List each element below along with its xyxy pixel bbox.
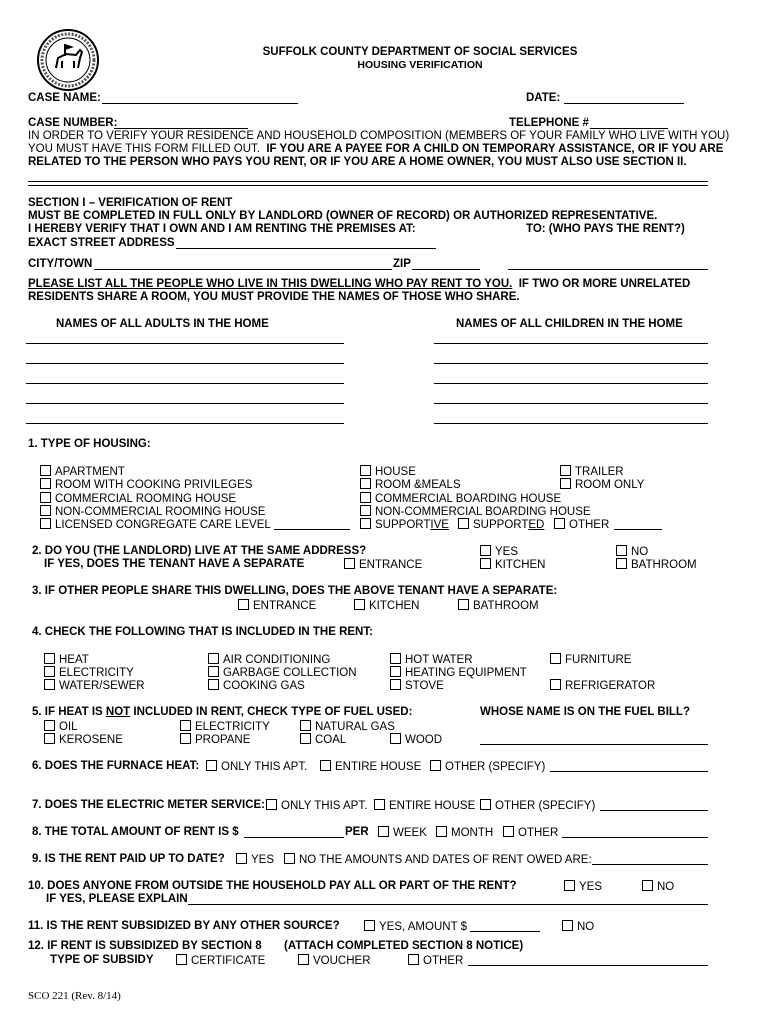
q7-label: 7. DOES THE ELECTRIC METER SERVICE: xyxy=(32,799,266,811)
adults-header: NAMES OF ALL ADULTS IN THE HOME xyxy=(56,318,269,330)
q2-line2: IF YES, DOES THE TENANT HAVE A SEPARATE xyxy=(44,558,305,570)
option-label: YES xyxy=(495,546,519,558)
subsidy-voucher[interactable] xyxy=(298,954,371,968)
intro-line-2a: YOU MUST HAVE THIS FORM FILLED OUT. xyxy=(28,143,260,155)
subsidy-amount-field[interactable] xyxy=(470,931,540,932)
section1-line2a: I HEREBY VERIFY THAT I OWN AND I AM RENTING THE PREMISES AT: xyxy=(28,223,416,235)
checkbox[interactable] xyxy=(360,478,371,489)
rent-stove[interactable] xyxy=(390,679,444,693)
q3-kitchen[interactable] xyxy=(354,599,419,613)
option-label: ONLY THIS APT. xyxy=(221,761,308,773)
checkbox[interactable] xyxy=(616,545,627,556)
care-level-field[interactable] xyxy=(274,529,350,530)
checkbox[interactable] xyxy=(390,666,401,677)
checkbox[interactable] xyxy=(550,679,561,690)
q3-bathroom[interactable] xyxy=(458,599,539,613)
option-label: HOT WATER xyxy=(405,654,473,666)
furnace-entire-house[interactable] xyxy=(320,760,421,774)
checkbox[interactable] xyxy=(616,558,627,569)
housing-noncommercial-rooming[interactable] xyxy=(40,505,265,519)
checkbox[interactable] xyxy=(360,518,371,529)
option-label: AIR CONDITIONING xyxy=(223,654,331,666)
option-label: ENTIRE HOUSE xyxy=(389,800,476,812)
checkbox[interactable] xyxy=(550,653,561,664)
checkbox[interactable] xyxy=(503,826,514,837)
q1-label: 1. TYPE OF HOUSING: xyxy=(28,438,151,450)
housing-room-cooking[interactable] xyxy=(40,478,252,492)
q2-line1: 2. DO YOU (THE LANDLORD) LIVE AT THE SAME ADDRESS? xyxy=(32,545,367,557)
fuel-coal[interactable] xyxy=(300,733,346,747)
checkbox[interactable] xyxy=(480,558,491,569)
payer-field[interactable] xyxy=(508,269,708,270)
fuel-wood[interactable] xyxy=(390,733,442,747)
intro-line-2b: IF YOU ARE A PAYEE FOR A CHILD ON TEMPORARY ASSISTANCE, OR IF YOU ARE xyxy=(266,143,724,155)
adult-name-field[interactable] xyxy=(26,403,344,404)
option-label: TRAILER xyxy=(575,466,624,478)
checkbox[interactable] xyxy=(390,733,401,744)
housing-commercial-rooming[interactable] xyxy=(40,492,236,506)
q12-attach: (ATTACH COMPLETED SECTION 8 NOTICE) xyxy=(284,940,524,952)
child-name-field[interactable] xyxy=(434,343,708,344)
rent-air-conditioning[interactable] xyxy=(208,653,330,667)
option-label: SUPPORT xyxy=(473,519,529,531)
option-label: CERTIFICATE xyxy=(191,955,266,967)
option-label: HEAT xyxy=(59,654,89,666)
checkbox[interactable] xyxy=(300,720,311,731)
housing-congregate-care[interactable] xyxy=(40,518,271,532)
option-label: FURNITURE xyxy=(565,654,632,666)
option-label-suffix: IVE xyxy=(430,519,449,531)
checkbox[interactable] xyxy=(284,853,295,864)
fuel-bill-label: WHOSE NAME IS ON THE FUEL BILL? xyxy=(480,706,690,718)
checkbox[interactable] xyxy=(208,653,219,664)
street-label: EXACT STREET ADDRESS xyxy=(28,237,175,249)
per-other-field[interactable] xyxy=(562,837,708,838)
child-name-field[interactable] xyxy=(434,383,708,384)
q10-line1: 10. DOES ANYONE FROM OUTSIDE THE HOUSEHOLD PAY ALL OR PART OF THE RENT? xyxy=(28,880,517,892)
form-subtitle: HOUSING VERIFICATION xyxy=(357,59,483,71)
telephone-field[interactable] xyxy=(590,128,668,129)
section-divider xyxy=(28,181,708,186)
form-number: SCO 221 (Rev. 8/14) xyxy=(28,990,121,1002)
option-label: KITCHEN xyxy=(369,600,420,612)
option-label: NO THE AMOUNTS AND DATES OF RENT OWED ARE: xyxy=(299,854,592,866)
date-field[interactable] xyxy=(564,103,684,104)
checkbox[interactable] xyxy=(266,799,277,810)
option-label: OTHER xyxy=(569,519,610,531)
street-field[interactable] xyxy=(176,248,436,249)
per-label: PER xyxy=(345,826,369,838)
option-label: COAL xyxy=(315,734,347,746)
intro-line-3: RELATED TO THE PERSON WHO PAYS YOU RENT, OR IF YOU ARE A HOME OWNER, YOU MUST ALSO USE SECTION II. xyxy=(28,156,687,168)
option-label: NO xyxy=(577,921,595,933)
checkbox[interactable] xyxy=(408,954,419,965)
furnace-only-apt[interactable] xyxy=(206,760,307,774)
meter-other[interactable] xyxy=(480,799,595,813)
checkbox[interactable] xyxy=(560,465,571,476)
rent-owed-field[interactable] xyxy=(592,864,708,865)
checkbox[interactable] xyxy=(206,760,217,771)
q6-label: 6. DOES THE FURNACE HEAT: xyxy=(32,760,200,772)
checkbox[interactable] xyxy=(480,545,491,556)
checkbox[interactable] xyxy=(208,666,219,677)
people-instruction xyxy=(28,278,690,291)
zip-label: ZIP xyxy=(393,258,411,270)
q3-line1: 3. IF OTHER PEOPLE SHARE THIS DWELLING, DOES THE ABOVE TENANT HAVE A SEPARATE: xyxy=(32,585,558,597)
option-label: COOKING GAS xyxy=(223,680,305,692)
option-label: WEEK xyxy=(393,827,427,839)
q2-no[interactable] xyxy=(616,545,648,559)
q2-yes[interactable] xyxy=(480,545,518,559)
fuel-electricity[interactable] xyxy=(180,720,270,734)
rent-paid-no[interactable] xyxy=(284,853,592,867)
option-label: SUPPORT xyxy=(375,519,431,531)
checkbox[interactable] xyxy=(390,679,401,690)
telephone-label: TELEPHONE # xyxy=(509,117,589,129)
rent-furniture[interactable] xyxy=(550,653,631,667)
checkbox[interactable] xyxy=(40,492,51,503)
checkbox[interactable] xyxy=(480,799,491,810)
q8-label: 8. THE TOTAL AMOUNT OF RENT IS $ xyxy=(32,826,239,838)
people-instruction-line2: RESIDENTS SHARE A ROOM, YOU MUST PROVIDE THE NAMES OF THOSE WHO SHARE. xyxy=(28,291,520,303)
option-label: LICENSED CONGREGATE CARE LEVEL xyxy=(55,519,271,531)
q3-entrance[interactable] xyxy=(238,599,316,613)
adult-name-field[interactable] xyxy=(26,383,344,384)
housing-supportive[interactable] xyxy=(360,518,449,532)
fuel-bill-name-field[interactable] xyxy=(480,744,708,745)
checkbox[interactable] xyxy=(208,679,219,690)
checkbox[interactable] xyxy=(40,518,51,529)
intro-line-1: IN ORDER TO VERIFY YOUR RESIDENCE AND HOUSEHOLD COMPOSITION (MEMBERS OF YOUR FAMILY WHO LIVE WITH YOU) xyxy=(28,130,730,142)
subsidy-certificate[interactable] xyxy=(176,954,265,968)
option-label: NO xyxy=(631,546,649,558)
checkbox[interactable] xyxy=(560,478,571,489)
option-label: ENTIRE HOUSE xyxy=(335,761,422,773)
option-label: YES xyxy=(251,854,275,866)
meter-entire-house[interactable] xyxy=(374,799,475,813)
city-field[interactable] xyxy=(94,269,392,270)
section1-line2b: TO: (WHO PAYS THE RENT?) xyxy=(526,223,685,235)
case-name-field[interactable] xyxy=(102,103,298,104)
checkbox[interactable] xyxy=(374,799,385,810)
checkbox[interactable] xyxy=(40,478,51,489)
option-label: REFRIGERATOR xyxy=(565,680,656,692)
per-week[interactable] xyxy=(378,826,427,840)
checkbox[interactable] xyxy=(44,666,55,677)
q5-post: INCLUDED IN RENT, CHECK TYPE OF FUEL USED: xyxy=(130,706,413,718)
option-label: ELECTRICITY xyxy=(59,667,134,679)
outside-pay-yes[interactable] xyxy=(564,880,602,894)
checkbox[interactable] xyxy=(562,920,573,931)
housing-room-meals[interactable] xyxy=(360,478,461,492)
checkbox[interactable] xyxy=(180,720,191,731)
subsidy-other-field[interactable] xyxy=(468,965,708,966)
adult-name-field[interactable] xyxy=(26,423,344,424)
rent-paid-yes[interactable] xyxy=(236,853,274,867)
option-label: BATHROOM xyxy=(631,559,697,571)
option-label: WOOD xyxy=(405,734,443,746)
checkbox[interactable] xyxy=(378,826,389,837)
checkbox[interactable] xyxy=(44,733,55,744)
option-label: COMMERCIAL BOARDING HOUSE xyxy=(375,493,562,505)
housing-other-field[interactable] xyxy=(614,529,662,530)
option-label: ELECTRICITY xyxy=(195,721,270,733)
furnace-other[interactable] xyxy=(430,760,545,774)
checkbox[interactable] xyxy=(458,599,469,610)
option-label: KEROSENE xyxy=(59,734,123,746)
per-month[interactable] xyxy=(436,826,493,840)
option-label: HOUSE xyxy=(375,466,416,478)
option-label: NATURAL GAS xyxy=(315,721,395,733)
checkbox[interactable] xyxy=(360,465,371,476)
option-label: NON-COMMERCIAL ROOMING HOUSE xyxy=(55,506,266,518)
q4-label: 4. CHECK THE FOLLOWING THAT IS INCLUDED IN THE RENT: xyxy=(32,626,373,638)
q5-label xyxy=(32,706,412,719)
outside-pay-no[interactable] xyxy=(642,880,674,894)
rent-heating-equipment[interactable] xyxy=(390,666,527,680)
q5-pre: 5. IF HEAT IS xyxy=(32,706,106,718)
q2-kitchen[interactable] xyxy=(480,558,545,572)
checkbox[interactable] xyxy=(40,505,51,516)
adult-name-field[interactable] xyxy=(26,343,344,344)
agency-title: SUFFOLK COUNTY DEPARTMENT OF SOCIAL SERVICES xyxy=(262,46,578,58)
checkbox[interactable] xyxy=(300,733,311,744)
checkbox[interactable] xyxy=(320,760,331,771)
explain-field[interactable] xyxy=(188,904,708,905)
option-label: ROOM ONLY xyxy=(575,479,645,491)
checkbox[interactable] xyxy=(44,653,55,664)
housing-other[interactable] xyxy=(554,518,609,532)
intro-line-2 xyxy=(28,143,723,156)
children-header: NAMES OF ALL CHILDREN IN THE HOME xyxy=(456,318,683,330)
checkbox[interactable] xyxy=(360,505,371,516)
option-label: VOUCHER xyxy=(313,955,371,967)
checkbox[interactable] xyxy=(238,599,249,610)
checkbox[interactable] xyxy=(44,679,55,690)
option-label: PROPANE xyxy=(195,734,251,746)
option-label: ENTRANCE xyxy=(359,559,423,571)
checkbox[interactable] xyxy=(354,599,365,610)
option-label: MONTH xyxy=(451,827,494,839)
per-other[interactable] xyxy=(503,826,558,840)
subsidy-type-label: TYPE OF SUBSIDY xyxy=(50,954,154,966)
checkbox[interactable] xyxy=(236,853,247,864)
option-label: ROOM WITH COOKING PRIVILEGES xyxy=(55,479,253,491)
rent-refrigerator[interactable] xyxy=(550,679,655,693)
subsidized-yes[interactable] xyxy=(364,920,467,934)
checkbox[interactable] xyxy=(40,465,51,476)
adult-name-field[interactable] xyxy=(26,363,344,364)
option-label: NON-COMMERCIAL BOARDING HOUSE xyxy=(375,506,591,518)
rent-cooking-gas[interactable] xyxy=(208,679,305,693)
section1-title: SECTION I – VERIFICATION OF RENT xyxy=(28,197,233,209)
option-label-suffix: ED xyxy=(528,519,545,531)
checkbox[interactable] xyxy=(176,954,187,965)
option-label: WATER/SEWER xyxy=(59,680,145,692)
option-label: NO xyxy=(657,881,675,893)
case-number-label: CASE NUMBER: xyxy=(28,117,118,129)
section1-line1: MUST BE COMPLETED IN FULL ONLY BY LANDLORD (OWNER OF RECORD) OR AUTHORIZED REPRESENTATIVE. xyxy=(28,210,658,222)
subsidized-no[interactable] xyxy=(562,920,594,934)
option-label: OTHER xyxy=(423,955,464,967)
zip-field[interactable] xyxy=(412,269,480,270)
checkbox[interactable] xyxy=(344,558,355,569)
subsidy-other[interactable] xyxy=(408,954,463,968)
housing-supported[interactable] xyxy=(458,518,544,532)
child-name-field[interactable] xyxy=(434,403,708,404)
checkbox[interactable] xyxy=(298,954,309,965)
rent-hot-water[interactable] xyxy=(390,653,473,667)
case-number-field[interactable] xyxy=(114,128,248,129)
housing-apartment[interactable] xyxy=(40,465,125,479)
housing-trailer[interactable] xyxy=(560,465,624,479)
checkbox[interactable] xyxy=(458,518,469,529)
checkbox[interactable] xyxy=(642,880,653,891)
option-label: ROOM &MEALS xyxy=(375,479,461,491)
housing-noncommercial-boarding[interactable] xyxy=(360,505,591,519)
city-label: CITY/TOWN xyxy=(28,258,93,270)
child-name-field[interactable] xyxy=(434,363,708,364)
people-instruction-underlined: PLEASE LIST ALL THE PEOPLE WHO LIVE IN THIS DWELLING WHO PAY RENT TO YOU. xyxy=(28,278,513,290)
option-label: OIL xyxy=(59,721,78,733)
child-name-field[interactable] xyxy=(434,423,708,424)
checkbox[interactable] xyxy=(554,518,565,529)
checkbox[interactable] xyxy=(364,920,375,931)
date-label: DATE: xyxy=(526,92,561,104)
housing-commercial-boarding[interactable] xyxy=(360,492,561,506)
option-label: OTHER (SPECIFY) xyxy=(495,800,596,812)
furnace-other-field[interactable] xyxy=(550,771,708,772)
checkbox[interactable] xyxy=(430,760,441,771)
option-label: COMMERCIAL ROOMING HOUSE xyxy=(55,493,237,505)
option-label: KITCHEN xyxy=(495,559,546,571)
checkbox[interactable] xyxy=(180,733,191,744)
checkbox[interactable] xyxy=(564,880,575,891)
option-label: APARTMENT xyxy=(55,466,125,478)
checkbox[interactable] xyxy=(44,720,55,731)
rent-garbage[interactable] xyxy=(208,666,357,680)
checkbox[interactable] xyxy=(360,492,371,503)
meter-only-apt[interactable] xyxy=(266,799,367,813)
q2-bathroom[interactable] xyxy=(616,558,697,572)
checkbox[interactable] xyxy=(390,653,401,664)
housing-house[interactable] xyxy=(360,465,416,479)
option-label: HEATING EQUIPMENT xyxy=(405,667,527,679)
case-name-label: CASE NAME: xyxy=(28,92,101,104)
rent-water-sewer[interactable] xyxy=(44,679,145,693)
q9-label: 9. IS THE RENT PAID UP TO DATE? xyxy=(32,853,225,865)
q11-label: 11. IS THE RENT SUBSIDIZED BY ANY OTHER SOURCE? xyxy=(28,920,340,932)
option-label: OTHER xyxy=(518,827,559,839)
q10-line2: IF YES, PLEASE EXPLAIN xyxy=(46,893,188,905)
option-label: OTHER (SPECIFY) xyxy=(445,761,546,773)
option-label: STOVE xyxy=(405,680,444,692)
option-label: ONLY THIS APT. xyxy=(281,800,368,812)
fuel-oil[interactable] xyxy=(44,720,78,734)
checkbox[interactable] xyxy=(436,826,447,837)
rent-electricity[interactable] xyxy=(44,666,134,680)
q12-line1: 12. IF RENT IS SUBSIDIZED BY SECTION 8 xyxy=(28,940,262,952)
q2-entrance[interactable] xyxy=(344,558,422,572)
rent-amount-field[interactable] xyxy=(244,837,344,838)
fuel-propane[interactable] xyxy=(180,733,250,747)
option-label: BATHROOM xyxy=(473,600,539,612)
rent-heat[interactable] xyxy=(44,653,89,667)
option-label: GARBAGE COLLECTION xyxy=(223,667,357,679)
option-label: ENTRANCE xyxy=(253,600,317,612)
people-instruction-tail: IF TWO OR MORE UNRELATED xyxy=(518,278,691,290)
meter-other-field[interactable] xyxy=(600,810,708,811)
option-label: YES xyxy=(579,881,603,893)
housing-room-only[interactable] xyxy=(560,478,644,492)
q5-not: NOT xyxy=(105,706,131,718)
fuel-natural-gas[interactable] xyxy=(300,720,395,734)
fuel-kerosene[interactable] xyxy=(44,733,123,747)
option-label: YES, AMOUNT $ xyxy=(379,921,467,933)
